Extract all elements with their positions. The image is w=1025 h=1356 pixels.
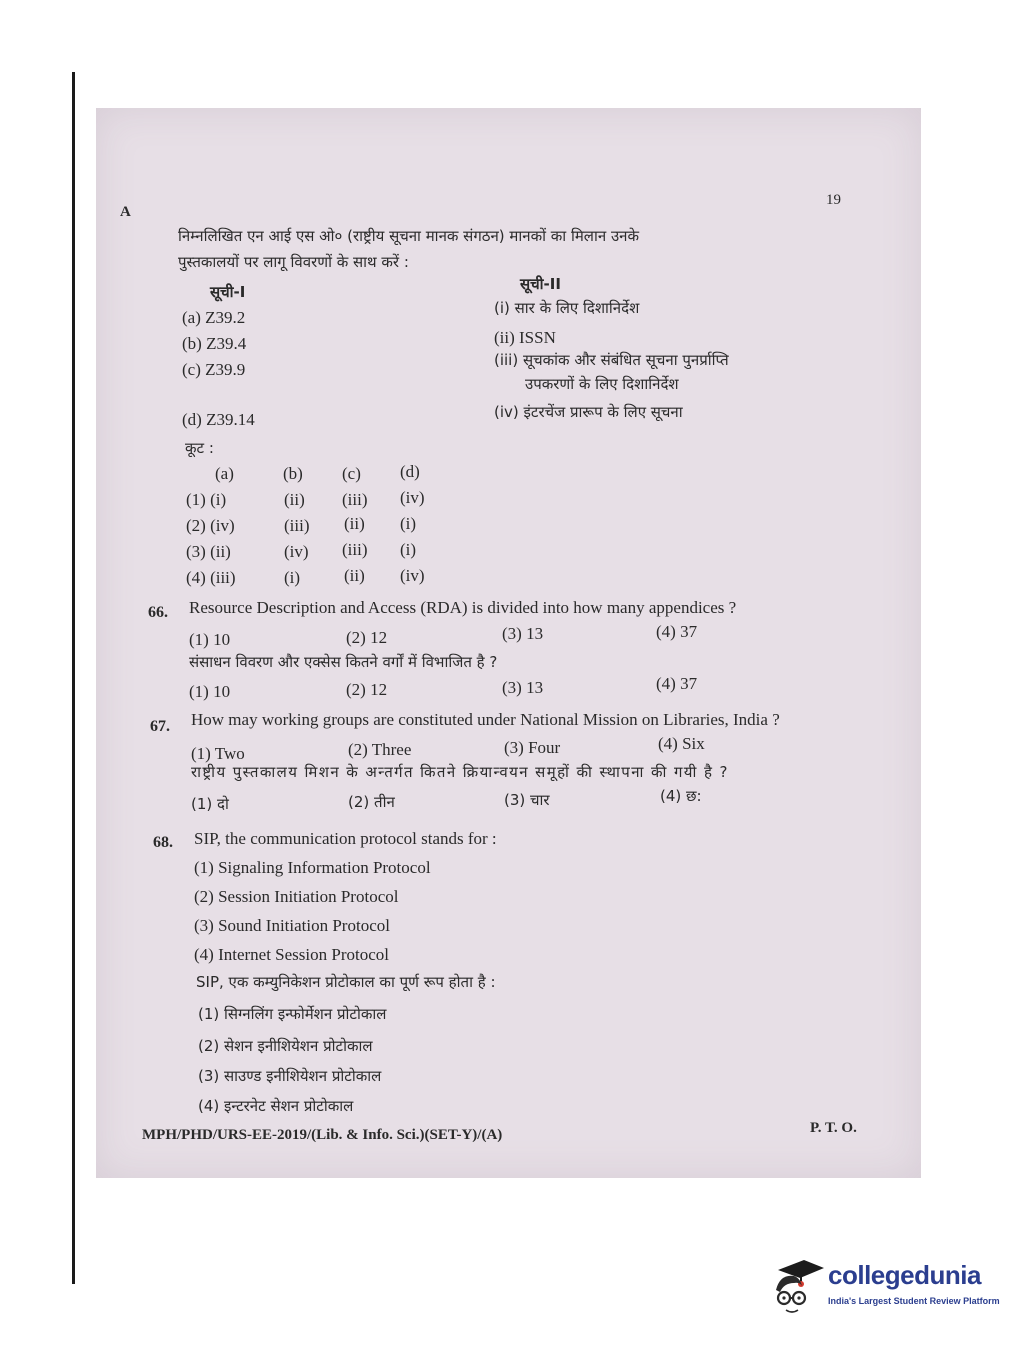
q68-question-en: SIP, the communication protocol stands for : [194,829,497,848]
q68-number: 68. [153,834,173,851]
code-cell: (iii) [342,490,368,509]
q68-option-hi: (3) साउण्ड इनीशियेशन प्रोटोकाल [198,1067,382,1085]
list1-item: (b) Z39.4 [182,334,247,353]
q67-option-hi: (3) चार [504,791,550,809]
q68-option-hi: (2) सेशन इनीशियेशन प्रोटोकाल [198,1037,373,1055]
code-cell: (ii) [284,490,305,509]
code-cell: (iv) [400,566,425,585]
q68-option-en: (3) Sound Initiation Protocol [194,916,390,935]
code-cell: (3) (ii) [186,542,231,561]
list2-item-continued: उपकरणों के लिए दिशानिर्देश [525,375,679,393]
q67-option-hi: (2) तीन [348,793,395,811]
q68-option-en: (1) Signaling Information Protocol [194,858,431,877]
code-label: कूट : [185,439,214,457]
list2-item: (iv) इंटरचेंज प्रारूप के लिए सूचना [494,403,683,421]
code-header: (a) [215,464,234,483]
q66-option-hi: (4) 37 [656,674,698,693]
pto-label: P. T. O. [810,1120,857,1136]
q66-question-hi: संसाधन विवरण और एक्सेस कितने वर्गों में विभाजित है ? [189,653,498,671]
q68-option-hi: (4) इन्टरनेट सेशन प्रोटोकाल [198,1097,354,1115]
list1-title: सूची-I [210,283,246,301]
code-header: (c) [342,464,361,483]
page-number: 19 [826,192,841,208]
q66-option-en: (4) 37 [656,622,698,641]
q66-question-en: Resource Description and Access (RDA) is divided into how many appendices ? [189,598,737,617]
code-cell: (1) (i) [186,490,227,509]
code-cell: (ii) [344,514,365,533]
list2-title: सूची-II [520,275,561,293]
q68-question-hi: SIP, एक कम्युनिकेशन प्रोटोकाल का पूर्ण रूप होता है : [196,973,496,991]
code-cell: (ii) [344,566,365,585]
paper-code: MPH/PHD/URS-EE-2019/(Lib. & Info. Sci.)(SET-Y)/(A) [142,1127,503,1143]
q66-option-hi: (2) 12 [346,680,388,699]
list1-item: (d) Z39.14 [182,410,255,429]
list2-item: (iii) सूचकांक और संबंधित सूचना पुनर्प्राप्ति [494,351,729,369]
scan-edge [72,72,75,1284]
q68-option-hi: (1) सिग्नलिंग इन्फोर्मेशन प्रोटोकाल [198,1005,387,1023]
list1-item: (c) Z39.9 [182,360,246,379]
q66-option-hi: (3) 13 [502,678,544,697]
q66-option-en: (3) 13 [502,624,544,643]
q67-option-hi: (4) छ: [660,787,702,805]
mascot-icon [770,1256,826,1320]
q67-option-hi: (1) दो [191,795,229,813]
code-header: (d) [400,462,420,481]
code-cell: (4) (iii) [186,568,236,587]
logo-tagline: India's Largest Student Review Platform [828,1296,1000,1306]
code-cell: (i) [284,568,301,587]
logo-brand-text: collegedunia [828,1260,981,1290]
q67-number: 67. [150,718,170,735]
q68-option-en: (4) Internet Session Protocol [194,945,389,964]
code-cell: (i) [400,514,417,533]
code-cell: (iii) [284,516,310,535]
q65-intro-line1: निम्नलिखित एन आई एस ओ० (राष्ट्रीय सूचना मानक संगठन) मानकों का मिलान उनके [178,227,640,245]
list2-item: (i) सार के लिए दिशानिर्देश [494,299,640,317]
list2-item: (ii) ISSN [494,328,556,347]
code-cell: (2) (iv) [186,516,235,535]
code-cell: (i) [400,540,417,559]
q67-option-en: (1) Two [191,744,245,763]
code-cell: (iii) [342,540,368,559]
q66-option-hi: (1) 10 [189,682,231,701]
q67-question-hi: राष्ट्रीय पुस्तकालय मिशन के अन्तर्गत कितने क्रियान्वयन समूहों की स्थापना की गयी है ? [191,763,729,781]
q66-option-en: (2) 12 [346,628,388,647]
q67-question-en: How may working groups are constituted under National Mission on Libraries, India ? [191,710,780,729]
collegedunia-logo[interactable] [770,1256,1000,1326]
list1-item: (a) Z39.2 [182,308,246,327]
q67-option-en: (4) Six [658,734,705,753]
q66-option-en: (1) 10 [189,630,231,649]
q68-option-en: (2) Session Initiation Protocol [194,887,399,906]
code-cell: (iv) [284,542,309,561]
q66-number: 66. [148,604,168,621]
set-letter: A [120,204,131,220]
q67-option-en: (3) Four [504,738,561,757]
q67-option-en: (2) Three [348,740,412,759]
q65-intro-line2: पुस्तकालयों पर लागू विवरणों के साथ करें : [178,253,409,271]
code-header: (b) [283,464,303,483]
code-cell: (iv) [400,488,425,507]
